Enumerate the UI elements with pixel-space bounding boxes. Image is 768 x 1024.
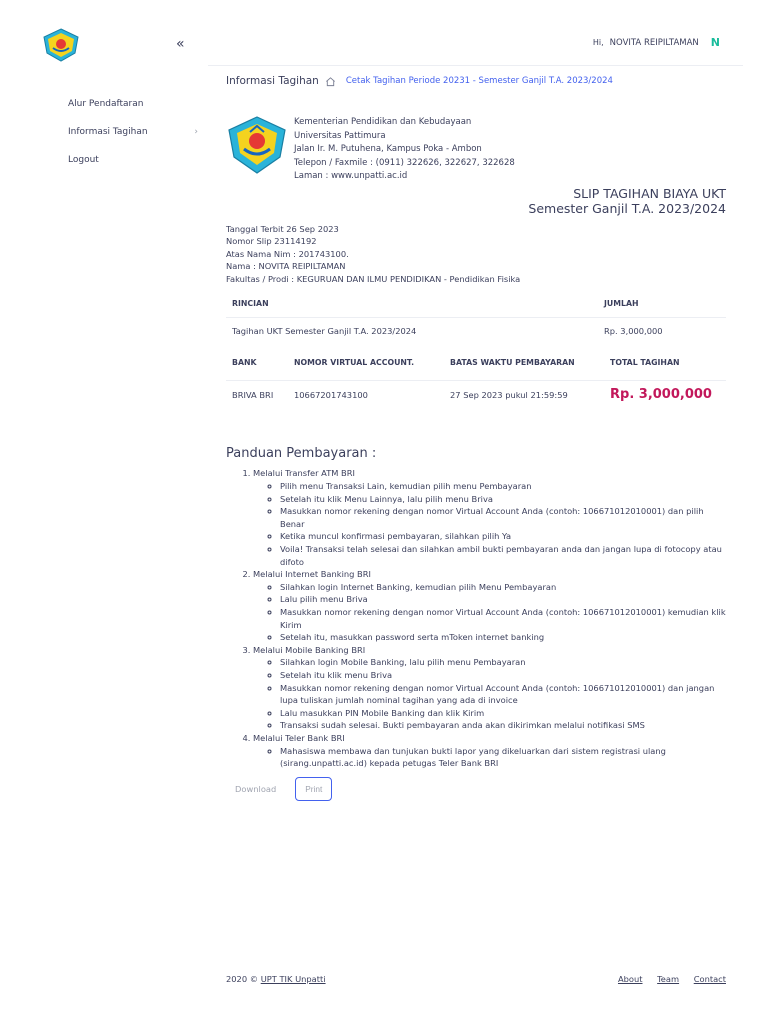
home-icon[interactable]: [325, 76, 336, 87]
faculty-program: Fakultas / Prodi : KEGURUAN DAN ILMU PENDIDIKAN - Pendidikan Fisika: [226, 273, 521, 284]
column-header-total: TOTAL TAGIHAN: [610, 357, 680, 367]
guide-step: ◦ Transaksi sudah selesai. Bukti pembayaran anda akan dikirimkan melalui notifikasi SMS: [280, 719, 726, 732]
guide-step: ◦ Setelah itu, masukkan password serta mToken internet banking: [280, 631, 726, 644]
detail-amount: Rp. 3,000,000: [598, 317, 726, 344]
guide-step: ◦ Silahkan login Mobile Banking, lalu pilih menu Pembayaran: [280, 656, 726, 669]
breadcrumb-current-link[interactable]: Cetak Tagihan Periode 20231 - Semester Ganjil T.A. 2023/2024: [345, 76, 613, 86]
sidebar-item-label: Alur Pendaftaran: [68, 99, 144, 109]
double-chevron-left-icon: «: [176, 36, 185, 52]
guide-section-title: Melalui Transfer ATM BRI: [253, 468, 355, 479]
footer-link-team[interactable]: Team: [657, 974, 680, 984]
payment-guide: [226, 467, 726, 769]
payment-table: [226, 344, 726, 408]
guide-step: ◦ Setelah itu klik Menu Lainnya, lalu pilih menu Briva: [280, 493, 726, 506]
guide-step: ◦ Mahasiswa membawa dan tunjukan bukti lapor yang dikeluarkan dari sistem registrasi ulang (sirang.unpatti.ac.id) kepada petugas Teler Bank BRI: [280, 745, 726, 770]
invoice-slip: [226, 115, 726, 801]
footer-link-contact[interactable]: Contact: [693, 974, 726, 984]
column-header-jumlah: JUMLAH: [604, 298, 639, 308]
university-logo[interactable]: [42, 28, 80, 62]
student-nim: Atas Nama Nim : 201743100.: [226, 248, 349, 259]
slip-subtitle-line: Semester Ganjil T.A. 2023/2024: [528, 200, 726, 216]
sidebar-item-informasi-tagihan[interactable]: [68, 118, 198, 146]
table-header-row: [226, 344, 726, 380]
institution-info: [294, 115, 515, 184]
guide-step: ◦ Masukkan nomor rekening dengan nomor Virtual Account Anda (contoh: 106671012010001) kemudian klik Kirim: [280, 606, 726, 631]
issue-date: Tanggal Terbit 26 Sep 2023: [226, 223, 339, 234]
guide-section-title: Melalui Teler Bank BRI: [253, 732, 345, 743]
sidebar-item-logout[interactable]: [68, 146, 198, 174]
guide-section-title: Melalui Internet Banking BRI: [253, 569, 371, 580]
guide-section: [253, 732, 726, 770]
bank-name: BRIVA BRI: [226, 380, 288, 408]
sidebar: [68, 90, 198, 174]
institution-line: Telepon / Faxmile : (0911) 322626, 322627, 322628: [294, 157, 515, 168]
slip-number: Nomor Slip 23114192: [226, 236, 317, 247]
print-button[interactable]: Print: [295, 777, 332, 801]
table-row: [226, 380, 726, 408]
header-divider: [208, 65, 743, 66]
total-amount: Rp. 3,000,000: [610, 387, 712, 403]
unpatti-emblem-icon: [42, 28, 80, 62]
table-header-row: [226, 289, 726, 317]
payment-guide-title: Panduan Pembayaran :: [226, 446, 377, 462]
footer-link-about[interactable]: About: [617, 974, 643, 984]
guide-step: ◦ Silahkan login Internet Banking, kemudian pilih Menu Pembayaran: [280, 581, 726, 594]
user-menu[interactable]: [593, 36, 720, 49]
guide-step: ◦ Masukkan nomor rekening dengan nomor Virtual Account Anda (contoh: 106671012010001) dan jangan lupa tuliskan jumlah nominal tagihan yang ada di invoice: [280, 682, 726, 707]
guide-section: [253, 644, 726, 732]
guide-step: ◦ Setelah itu klik menu Briva: [280, 669, 726, 682]
column-header-deadline: BATAS WAKTU PEMBAYARAN: [450, 357, 575, 367]
footer: [226, 974, 726, 984]
page-title: Informasi Tagihan: [226, 75, 319, 87]
guide-step: ◦ Ketika muncul konfirmasi pembayaran, silahkan pilih Ya: [280, 530, 726, 543]
column-header-bank: BANK: [232, 357, 257, 367]
virtual-account-number: 10667201743100: [288, 380, 444, 408]
sidebar-item-alur-pendaftaran[interactable]: [68, 90, 198, 118]
column-header-virtual-account: NOMOR VIRTUAL ACCOUNT.: [294, 357, 415, 367]
sidebar-item-label: Logout: [68, 155, 99, 165]
institution-line: Laman : www.unpatti.ac.id: [294, 171, 408, 182]
guide-step: ◦ Pilih menu Transaksi Lain, kemudian pilih menu Pembayaran: [280, 480, 726, 493]
user-name: NOVITA REIPILTAMAN: [609, 37, 699, 48]
collapse-sidebar-button[interactable]: [176, 36, 185, 52]
institution-line: Jalan Ir. M. Putuhena, Kampus Poka - Ambon: [294, 144, 482, 155]
footer-links: [606, 974, 726, 984]
table-row: [226, 317, 726, 344]
guide-step: ◦ Masukkan nomor rekening dengan nomor Virtual Account Anda (contoh: 106671012010001) dan pilih Benar: [280, 505, 726, 530]
footer-copyright: [226, 974, 326, 984]
download-button[interactable]: Download: [235, 783, 277, 794]
student-name: Nama : NOVITA REIPILTAMAN: [226, 261, 346, 272]
sidebar-item-label: Informasi Tagihan: [68, 127, 148, 137]
guide-section-title: Melalui Mobile Banking BRI: [253, 644, 366, 655]
guide-section: [253, 467, 726, 568]
detail-description: Tagihan UKT Semester Ganjil T.A. 2023/2024: [226, 317, 598, 344]
greeting: Hi,: [592, 38, 604, 47]
avatar[interactable]: N: [710, 36, 720, 49]
org-link[interactable]: UPT TIK Unpatti: [260, 974, 326, 984]
unpatti-emblem-icon: [226, 115, 288, 177]
guide-section: [253, 568, 726, 644]
column-header-rincian: RINCIAN: [232, 298, 269, 308]
guide-step: ◦ Lalu masukkan PIN Mobile Banking dan klik Kirim: [280, 707, 726, 720]
slip-title-line: SLIP TAGIHAN BIAYA UKT: [573, 185, 726, 201]
payment-deadline: 27 Sep 2023 pukul 21:59:59: [444, 380, 604, 408]
guide-step: ◦ Voila! Transaksi telah selesai dan silahkan ambil bukti pembayaran anda dan jangan lupa di fotocopy atau difoto: [280, 543, 726, 568]
breadcrumb: [226, 75, 613, 87]
guide-step: ◦ Lalu pilih menu Briva: [280, 593, 726, 606]
institution-header: [226, 115, 726, 184]
copyright-text: 2020 ©: [226, 974, 259, 984]
chevron-right-icon: ›: [194, 127, 198, 137]
slip-title: [226, 186, 726, 216]
institution-line: Kementerian Pendidikan dan Kebudayaan: [294, 117, 472, 127]
slip-meta: [226, 223, 726, 286]
institution-line: Universitas Pattimura: [294, 130, 386, 141]
details-table: [226, 289, 726, 344]
action-buttons: [226, 777, 726, 801]
